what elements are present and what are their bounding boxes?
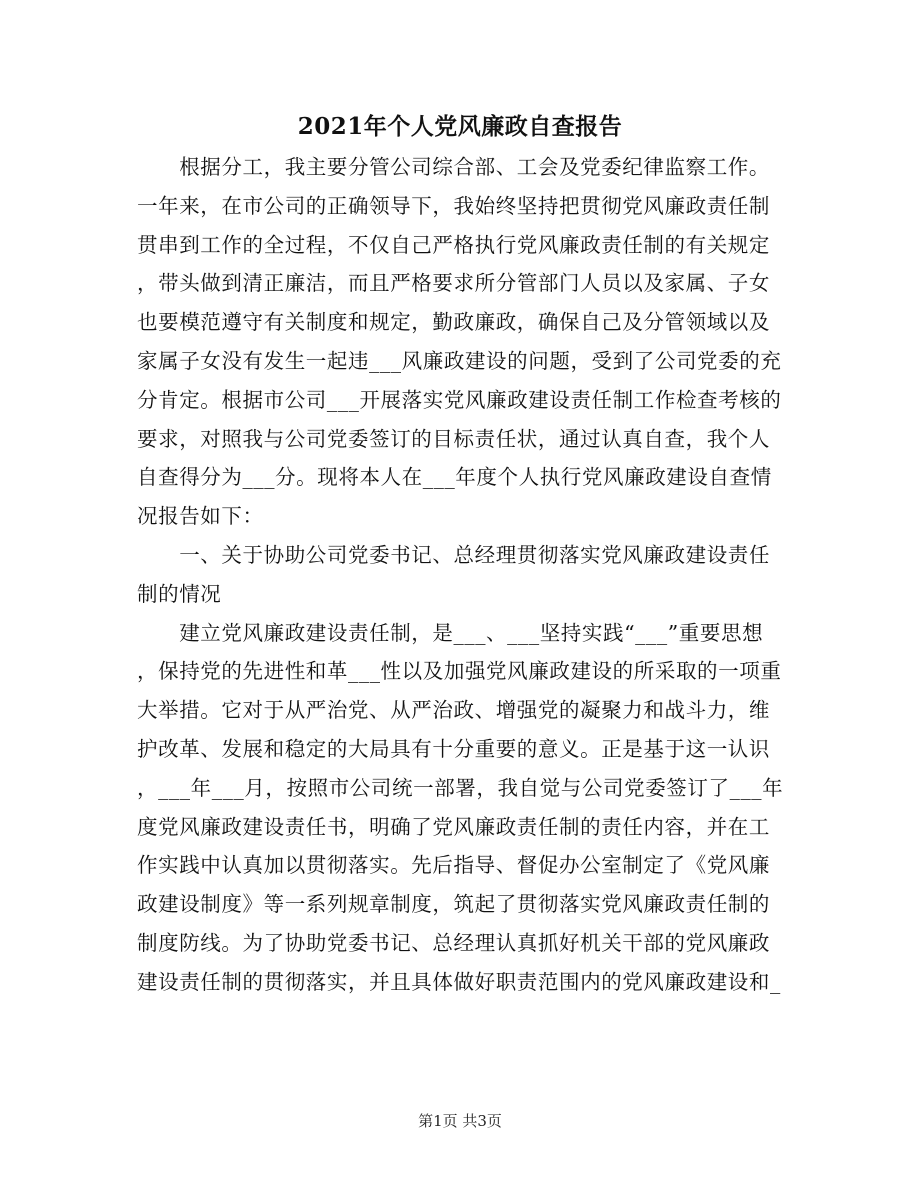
- text-line: 况报告如下：: [137, 504, 264, 529]
- text-line: 贯串到工作的全过程，不仅自己严格执行党风廉政责任制的有关规定: [137, 232, 770, 257]
- text-line: 一年来，在市公司的正确领导下，我始终坚持把贯彻党风廉政责任制: [137, 193, 770, 218]
- text-line: 根据分工，我主要分管公司综合部、工会及党委纪律监察工作。: [137, 155, 770, 179]
- text-line: 建设责任制的贯彻落实，并且具体做好职责范围内的党风廉政建设和_: [137, 969, 781, 994]
- text-line: 分肯定。根据市公司___开展落实党风廉政建设责任制工作检查考核的: [137, 387, 782, 412]
- text-line: 制度防线。为了协助党委书记、总经理认真抓好机关干部的党风廉政: [137, 930, 770, 955]
- text-line: ，___年___月，按照市公司统一部署，我自觉与公司党委签订了___年: [137, 775, 784, 800]
- document-body: [137, 148, 785, 1002]
- text-line: 一、关于协助公司党委书记、总经理贯彻落实党风廉政建设责任: [137, 542, 770, 567]
- text-line: ，带头做到清正廉洁，而且严格要求所分管部门人员以及家属、子女: [137, 271, 770, 296]
- text-line: 护改革、发展和稳定的大局具有十分重要的意义。正是基于这一认识: [137, 736, 770, 761]
- text-line: 要求，对照我与公司党委签订的目标责任状，通过认真自查，我个人: [137, 426, 770, 451]
- text-line: 作实践中认真加以贯彻落实。先后指导、督促办公室制定了《党风廉: [137, 853, 770, 878]
- text-line: 政建设制度》等一系列规章制度，筑起了贯彻落实党风廉政责任制的: [137, 892, 770, 917]
- document-title: 2021年个人党风廉政自查报告: [297, 113, 623, 140]
- text-line: 也要模范遵守有关制度和规定，勤政廉政，确保自己及分管领域以及: [137, 310, 770, 335]
- text-line: 建立党风廉政建设责任制，是___、___坚持实践“___”重要思想: [137, 620, 764, 645]
- text-line: ，保持党的先进性和革___性以及加强党风廉政建设的所采取的一项重: [137, 659, 782, 684]
- text-line: 制的情况: [137, 581, 222, 606]
- text-line: 大举措。它对于从严治党、从严治政、增强党的凝聚力和战斗力，维: [137, 698, 770, 723]
- text-line: 家属子女没有发生一起违___风廉政建设的问题，受到了公司党委的充: [137, 348, 782, 373]
- page-footer: 第1页 共3页: [418, 1112, 502, 1130]
- text-line: 度党风廉政建设责任书，明确了党风廉政责任制的责任内容，并在工: [137, 814, 770, 839]
- text-line: 自查得分为___分。现将本人在___年度个人执行党风廉政建设自查情: [137, 465, 772, 490]
